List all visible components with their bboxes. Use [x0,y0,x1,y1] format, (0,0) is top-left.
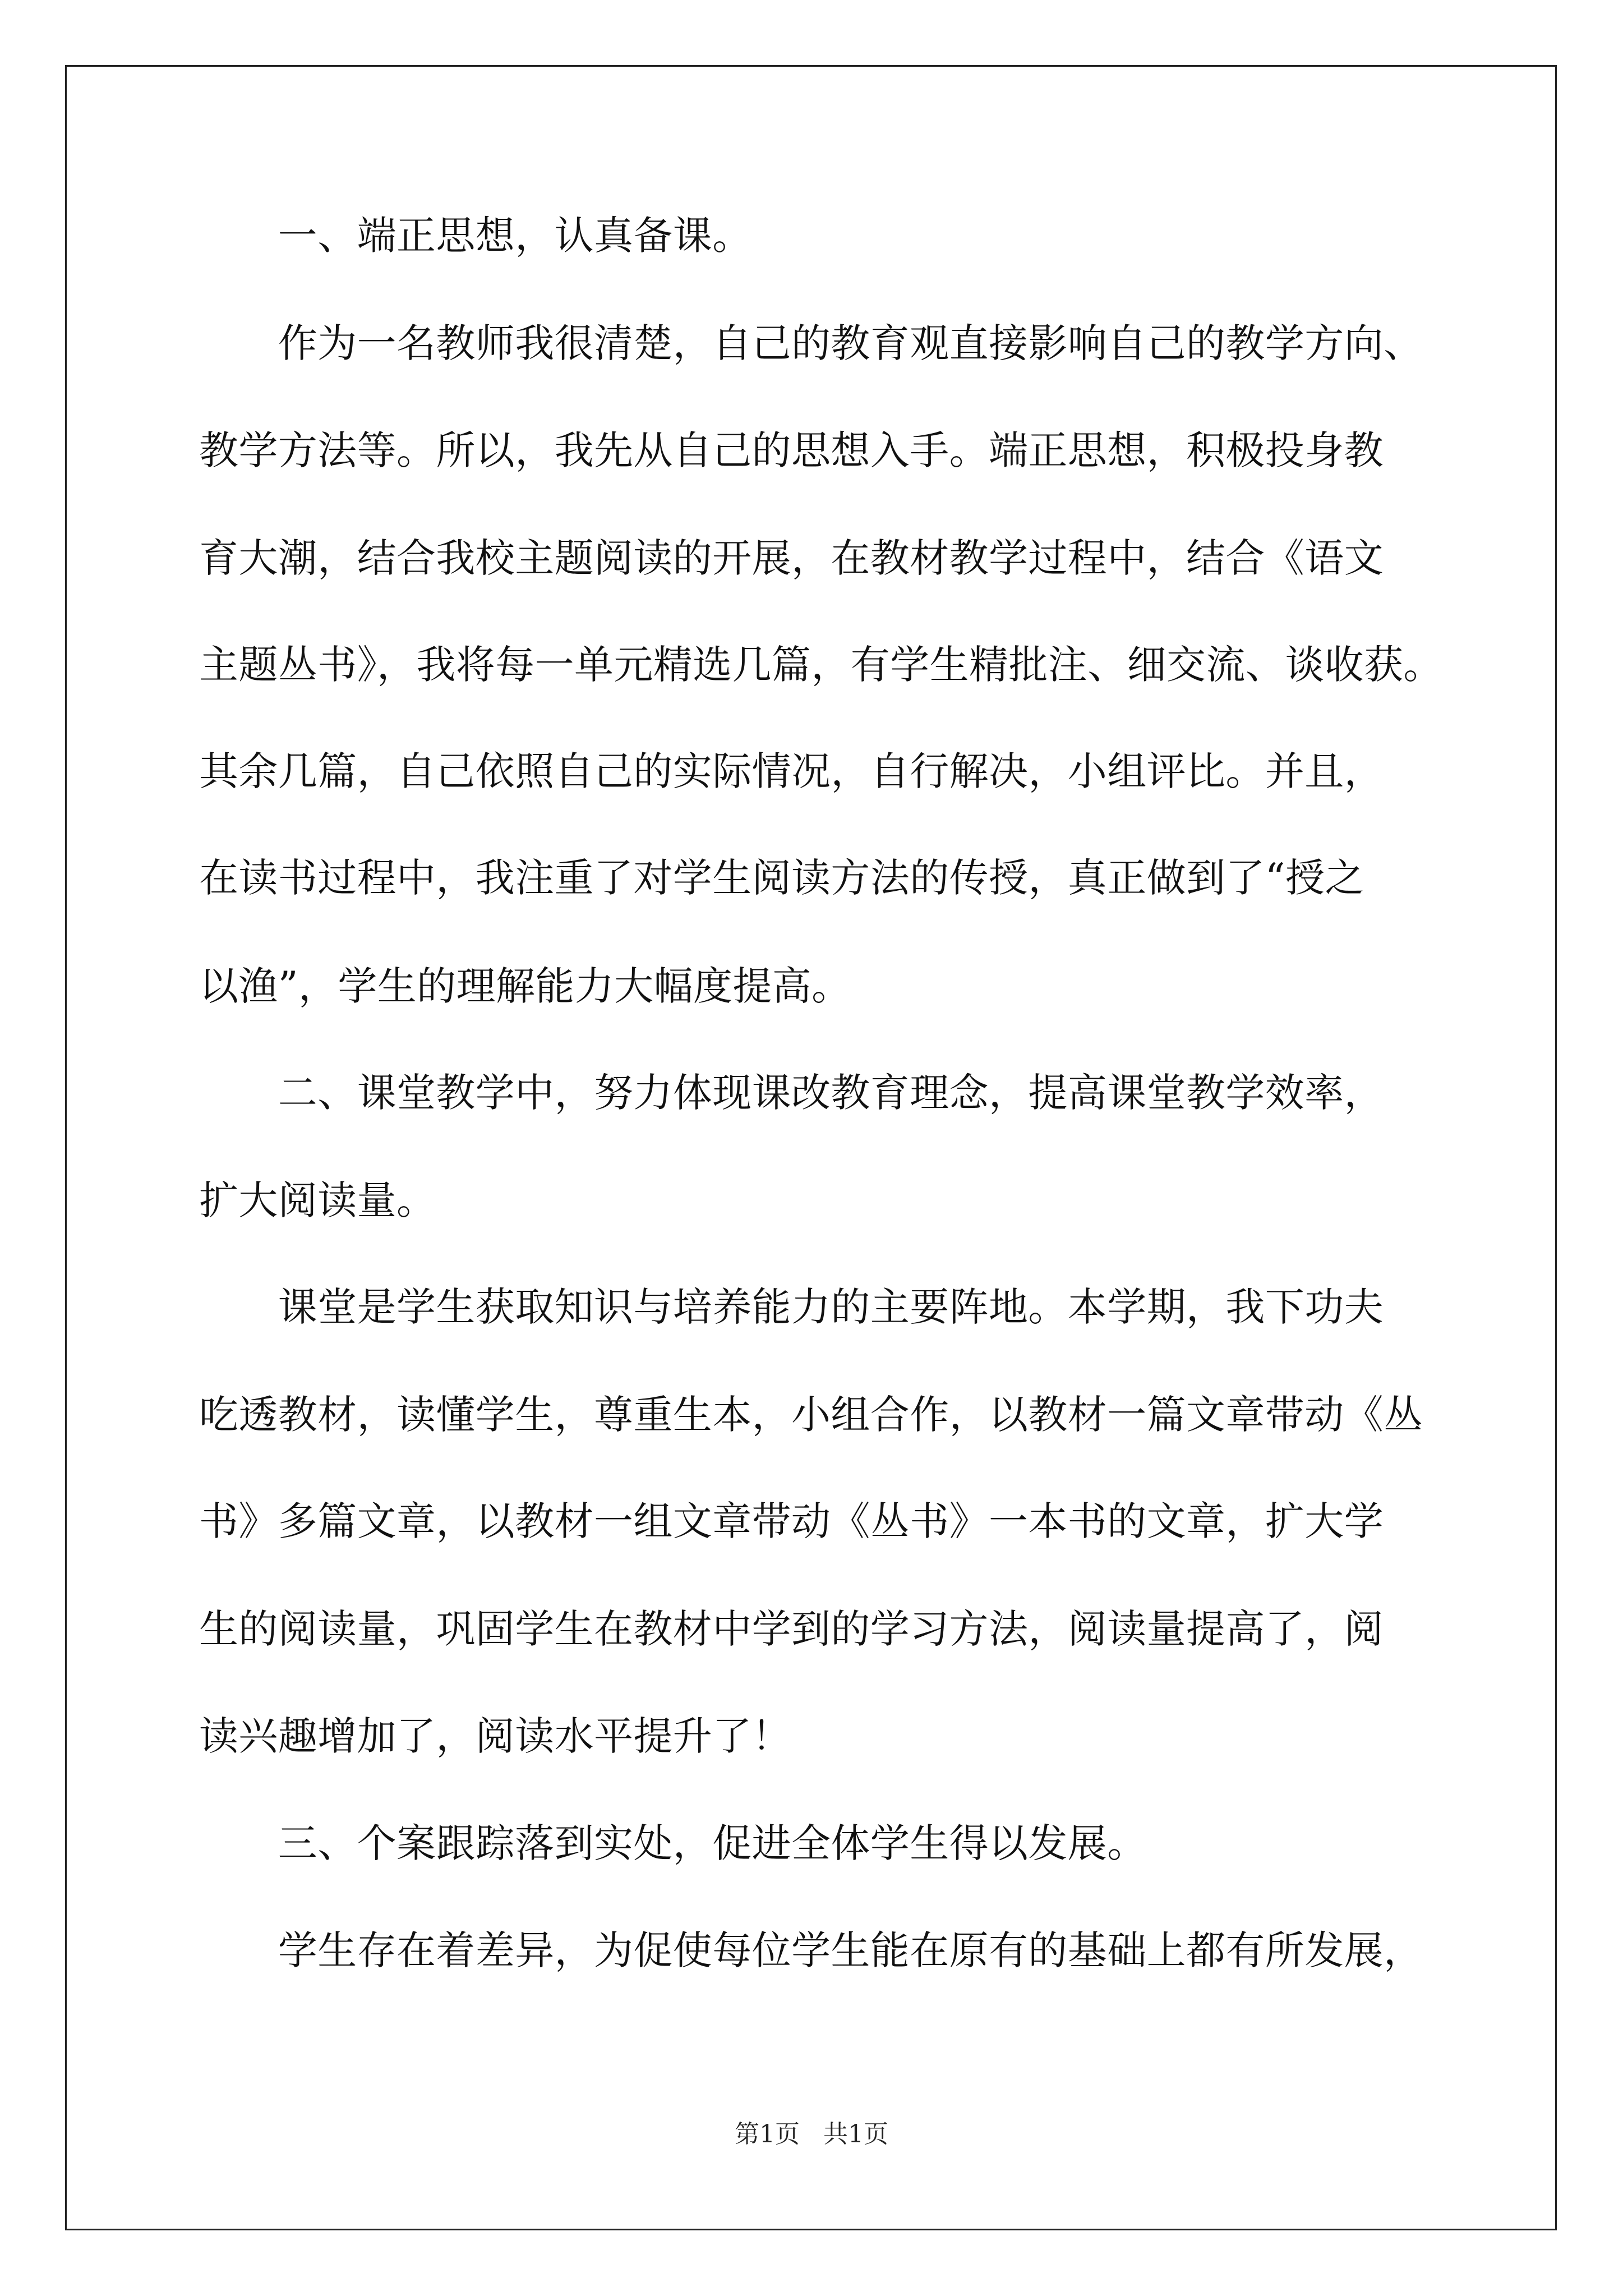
text-line: 作为一名教师我很清楚，自己的教育观直接影响自己的教学方向、 [199,320,1423,366]
page-footer [0,2114,1623,2150]
page-total: 共1页 [823,2120,888,2148]
text-line: 课堂是学生获取知识与培养能力的主要阵地。本学期，我下功夫 [199,1284,1384,1330]
text-line: 吃透教材，读懂学生，尊重生本，小组合作，以教材一篇文章带动《丛 [199,1392,1423,1438]
text-line: 三、个案跟踪落到实处，促进全体学生得以发展。 [199,1820,1147,1866]
text-line: 教学方法等。所以，我先从自己的思想入手。端正思想，积极投身教 [199,427,1384,473]
text-line: 其余几篇，自己依照自己的实际情况，自行解决，小组评比。并且， [199,748,1384,794]
text-line: 以渔”，学生的理解能力大幅度提高。 [199,963,851,1009]
page-border [65,65,1557,2230]
page-number: 第1页 [735,2120,800,2148]
text-line: 二、课堂教学中，努力体现课改教育理念，提高课堂教学效率， [199,1070,1384,1116]
text-line: 在读书过程中，我注重了对学生阅读方法的传授，真正做到了“授之 [199,855,1364,901]
text-line: 一、端正思想，认真备课。 [199,213,752,259]
text-line: 读兴趣增加了，阅读水平提升了！ [199,1713,791,1759]
text-line: 扩大阅读量。 [199,1177,436,1223]
text-line: 育大潮，结合我校主题阅读的开展，在教材教学过程中，结合《语文 [199,535,1384,581]
text-line: 主题丛书》，我将每一单元精选几篇，有学生精批注、细交流、谈收获。 [199,642,1443,688]
text-line: 书》多篇文章，以教材一组文章带动《丛书》一本书的文章，扩大学 [199,1498,1384,1544]
text-line: 学生存在着差异，为促使每位学生能在原有的基础上都有所发展， [199,1927,1423,1973]
text-line: 生的阅读量，巩固学生在教材中学到的学习方法，阅读量提高了，阅 [199,1606,1384,1652]
